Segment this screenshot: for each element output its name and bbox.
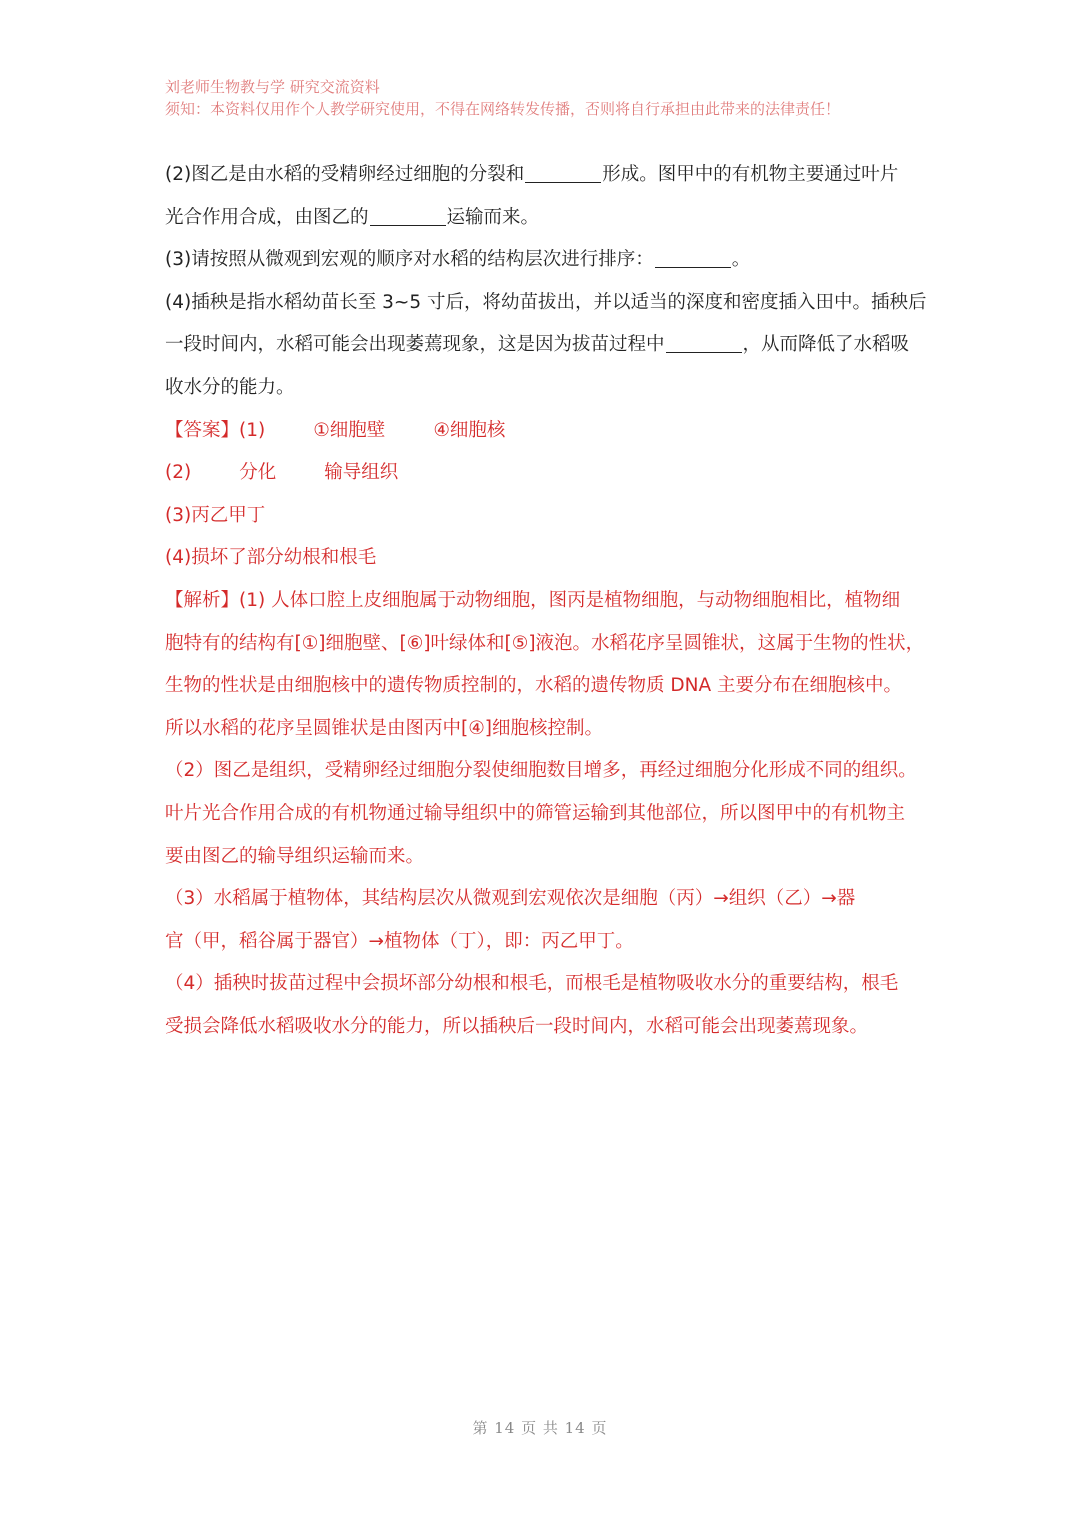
question-2-line-2: [165, 197, 925, 240]
question-text: ，从而降低了水稻吸: [742, 334, 910, 356]
question-2-line-1: [165, 154, 925, 197]
answer-line-4: (4)损坏了部分幼根和根毛: [165, 547, 377, 569]
answer-blank: [655, 247, 731, 268]
question-text: 一段时间内，水稻可能会出现萎蔫现象，这是因为拔苗过程中: [165, 334, 665, 356]
answer-blank: [525, 162, 601, 183]
answer-blank: [370, 205, 446, 226]
question-text: 形成。图甲中的有机物主要通过叶片: [602, 164, 899, 185]
question-text: (3)请按照从微观到宏观的顺序对水稻的结构层次进行排序：: [165, 249, 654, 271]
question-4-line-2: [165, 324, 925, 367]
answer-1-1: ①细胞壁: [313, 419, 386, 441]
analysis-line: 生物的性状是由细胞核中的遗传物质控制的，水稻的遗传物质 DNA 主要分布在细胞核中。: [165, 675, 903, 697]
question-3: [165, 239, 925, 282]
question-4-line-3: 收水分的能力。: [165, 376, 295, 398]
analysis-line: 【解析】(1) 人体口腔上皮细胞属于动物细胞，图丙是植物细胞，与动物细胞相比，植物细: [165, 589, 901, 611]
question-text: 。: [731, 249, 751, 271]
answer-label: 【答案】(1): [165, 419, 266, 441]
analysis-line: 叶片光合作用合成的有机物通过输导组织中的筛管运输到其他部位，所以图甲中的有机物主: [165, 802, 906, 824]
answer-2-label: (2): [165, 462, 192, 484]
answer-blank: [666, 332, 742, 353]
answer-line-1: [165, 410, 925, 453]
question-text: 光合作用合成，由图乙的: [165, 206, 369, 228]
header-notice: 须知：本资料仅用作个人教学研究使用，不得在网络转发传播，否则将自行承担由此带来的法律责任！: [165, 100, 841, 118]
answer-line-2: [165, 452, 925, 495]
analysis-line: 官（甲，稻谷属于器官）→植物体（丁），即：丙乙甲丁。: [165, 930, 634, 952]
question-4-line-1: (4)插秧是指水稻幼苗长至 3~5 寸后，将幼苗拔出，并以适当的深度和密度插入田中。插秧后: [165, 291, 927, 313]
analysis-line: 胞特有的结构有[①]细胞壁、[⑥]叶绿体和[⑤]液泡。水稻花序呈圆锥状，这属于生物的性状，: [165, 632, 925, 654]
analysis-line: （2）图乙是组织，受精卵经过细胞分裂使细胞数目增多，再经过细胞分化形成不同的组织。: [165, 760, 917, 782]
analysis-section: [165, 580, 925, 1049]
question-text: (2)图乙是由水稻的受精卵经过细胞的分裂和: [165, 164, 525, 185]
page-number: 第 14 页 共 14 页: [472, 1419, 608, 1437]
analysis-line: 要由图乙的输导组织运输而来。: [165, 845, 425, 867]
answer-line-3: (3)丙乙甲丁: [165, 504, 266, 526]
answer-1-2: ④细胞核: [433, 419, 506, 441]
question-text: 运输而来。: [446, 206, 540, 228]
header-title: 刘老师生物教与学 研究交流资料: [165, 78, 380, 96]
analysis-line: 所以水稻的花序呈圆锥状是由图丙中[④]细胞核控制。: [165, 717, 604, 739]
answer-2-2: 输导组织: [324, 462, 399, 484]
analysis-line: 受损会降低水稻吸收水分的能力，所以插秧后一段时间内，水稻可能会出现萎蔫现象。: [165, 1015, 869, 1037]
answer-2-1: 分化: [239, 462, 277, 484]
document-body: [165, 154, 925, 1048]
page-header: [165, 76, 1045, 120]
analysis-line: （3）水稻属于植物体，其结构层次从微观到宏观依次是细胞（丙）→组织（乙）→器: [165, 888, 856, 910]
analysis-line: （4）插秧时拔苗过程中会损坏部分幼根和根毛，而根毛是植物吸收水分的重要结构，根毛: [165, 973, 899, 995]
